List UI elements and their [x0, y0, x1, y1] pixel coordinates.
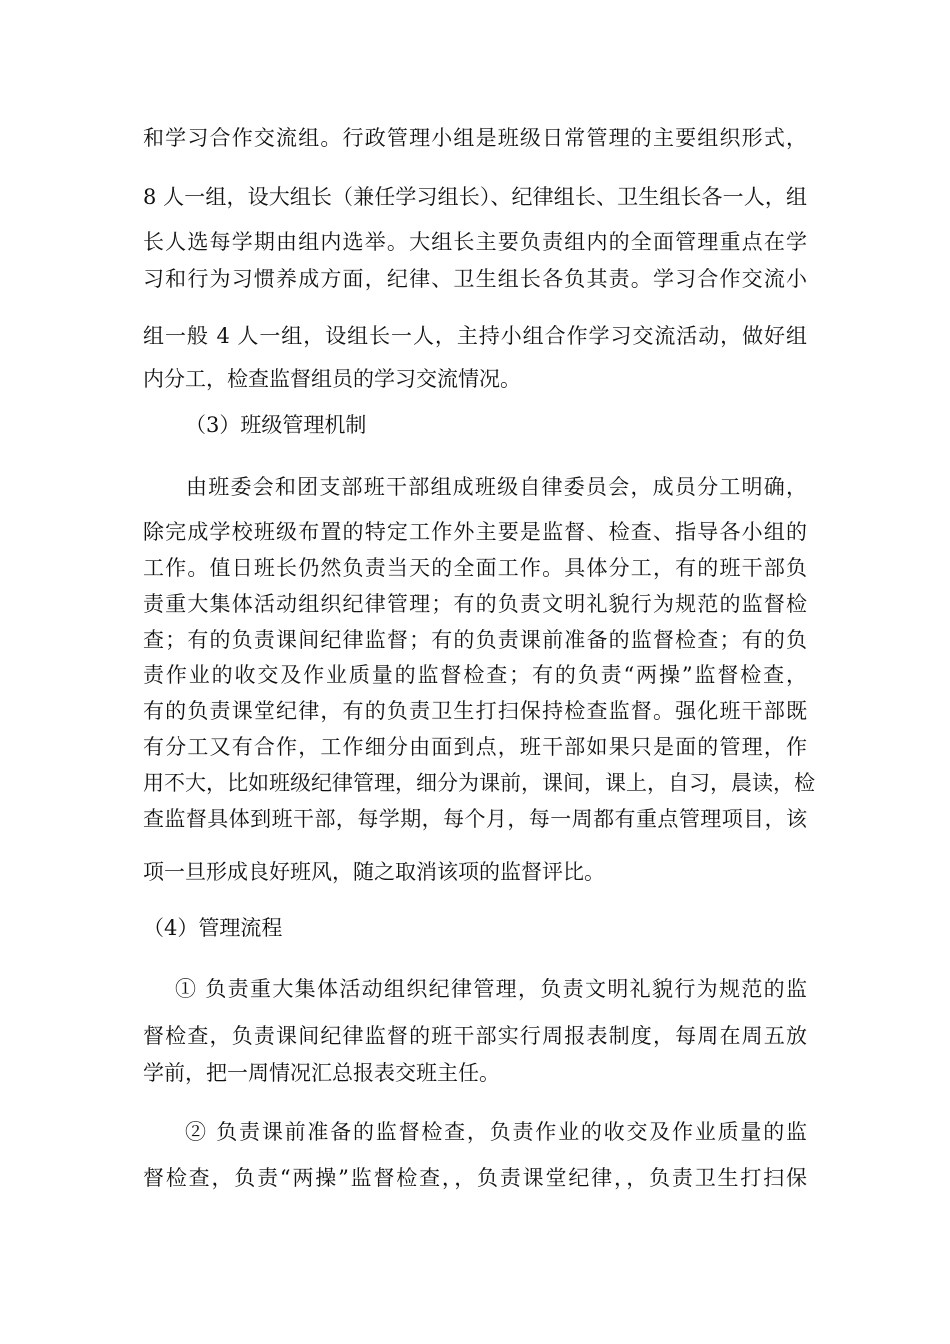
paragraph-line: 责重大集体活动组织纪律管理；有的负责文明礼貌行为规范的监督检 — [143, 592, 807, 616]
paragraph-line: 有的负责课堂纪律，有的负责卫生打扫保持检查监督。强化班干部既 — [143, 699, 807, 723]
paragraph-line: 8 人一组，设大组长（兼任学习组长）、纪律组长、卫生组长各一人，组 — [143, 185, 807, 209]
paragraph-line: 内分工，检查监督组员的学习交流情况。 — [143, 367, 521, 391]
paragraph-line: 由班委会和团支部班干部组成班级自律委员会，成员分工明确， — [186, 475, 807, 499]
paragraph-line: 责作业的收交及作业质量的监督检查；有的负责“两操”监督检查， — [143, 663, 807, 687]
paragraph-line: 督检查，负责课间纪律监督的班干部实行周报表制度，每周在周五放 — [143, 1024, 807, 1048]
section-heading-3: （3）班级管理机制 — [185, 413, 367, 437]
paragraph-line: 和学习合作交流组。行政管理小组是班级日常管理的主要组织形式， — [143, 126, 807, 150]
paragraph-line: ① 负责重大集体活动组织纪律管理，负责文明礼貌行为规范的监 — [175, 977, 807, 1001]
paragraph-line: 项一旦形成良好班风，随之取消该项的监督评比。 — [143, 860, 605, 884]
paragraph-line: 有分工又有合作，工作细分由面到点，班干部如果只是面的管理，作 — [143, 735, 807, 759]
paragraph-line: 工作。值日班长仍然负责当天的全面工作。具体分工，有的班干部负 — [143, 556, 807, 580]
section-heading-4: （4）管理流程 — [143, 916, 283, 940]
paragraph-line: 学前，把一周情况汇总报表交班主任。 — [143, 1061, 500, 1085]
paragraph-line: 长人选每学期由组内选举。大组长主要负责组内的全面管理重点在学 — [143, 230, 807, 254]
paragraph-line: 用不大，比如班级纪律管理，细分为课前，课间，课上，自习，晨读，检 — [143, 771, 815, 795]
paragraph-line: ② 负责课前准备的监督检查，负责作业的收交及作业质量的监 — [185, 1120, 807, 1144]
paragraph-line: 查监督具体到班干部，每学期，每个月，每一周都有重点管理项目，该 — [143, 807, 807, 831]
paragraph-line: 查；有的负责课间纪律监督；有的负责课前准备的监督检查；有的负 — [143, 628, 807, 652]
paragraph-line: 组一般 4 人一组，设组长一人，主持小组合作学习交流活动，做好组 — [143, 324, 807, 348]
paragraph-line: 习和行为习惯养成方面，纪律、卫生组长各负其责。学习合作交流小 — [143, 267, 807, 291]
paragraph-line: 除完成学校班级布置的特定工作外主要是监督、检查、指导各小组的 — [143, 520, 807, 544]
paragraph-line: 督检查，负责“两操”监督检查，，负责课堂纪律，，负责卫生打扫保 — [143, 1166, 807, 1190]
